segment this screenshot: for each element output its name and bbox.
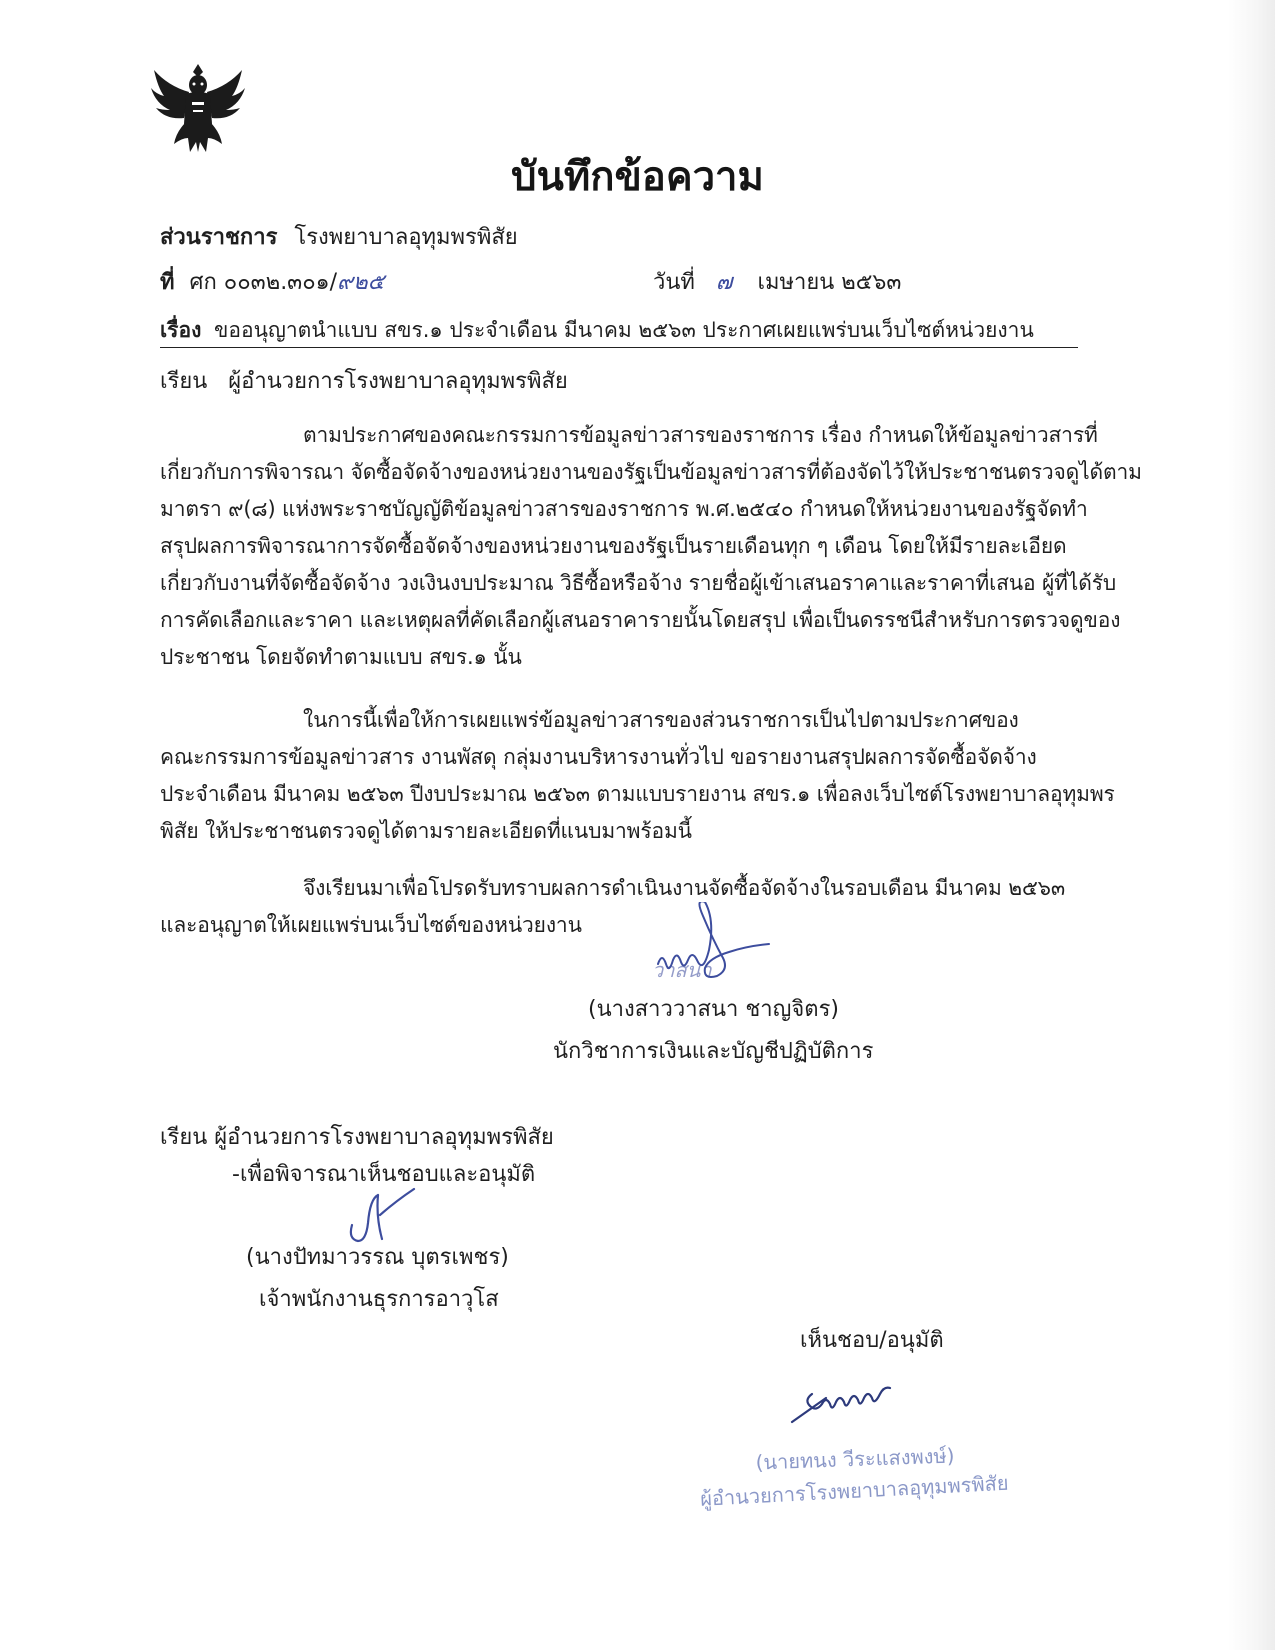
endorsement-note: -เพื่อพิจารณาเห็นชอบและอนุมัติ (232, 1162, 536, 1187)
salutation-label: เรียน (160, 369, 208, 394)
paragraph-line: ในการนี้เพื่อให้การเผยแพร่ข้อมูลข่าวสารของส่วนราชการเป็นไปตามประกาศของ (303, 708, 1019, 732)
reference-handwritten-number: ๙๒๕ (337, 270, 385, 295)
subject-row (160, 316, 1034, 344)
body-paragraph-1 (160, 421, 1142, 671)
signature-1-text: วาสนา (652, 958, 712, 982)
subject-label: เรื่อง (160, 318, 202, 342)
paragraph-line: สรุปผลการพิจารณาการจัดซื้อจัดจ้างของหน่วยงานของรัฐเป็นรายเดือนทุก ๆ เดือน โดยให้มีรายละเอียด (160, 534, 1067, 558)
endorsement-salutation: เรียน ผู้อำนวยการโรงพยาบาลอุทุมพรพิสัย (160, 1125, 554, 1150)
scan-edge-shadow (1228, 0, 1275, 1650)
paragraph-line: ประจำเดือน มีนาคม ๒๕๖๓ ปีงบประมาณ ๒๕๖๓ ตามแบบรายงาน สขร.๑ เพื่อลงเว็บไซต์โรงพยาบาลอุทุมพร (160, 782, 1115, 806)
signature-1 (648, 902, 773, 1002)
garuda-emblem-icon (148, 58, 248, 158)
paragraph-line: และอนุญาตให้เผยแพร่บนเว็บไซต์ของหน่วยงาน (160, 913, 582, 937)
salutation-row (160, 368, 568, 396)
salutation-value: ผู้อำนวยการโรงพยาบาลอุทุมพรพิสัย (228, 369, 568, 394)
paragraph-line: ประชาชน โดยจัดทำตามแบบ สขร.๑ นั้น (160, 645, 522, 669)
signature-3 (786, 1376, 926, 1428)
reference-label: ที่ (160, 270, 175, 295)
subject-divider (160, 347, 1078, 348)
paragraph-line: พิสัย ให้ประชาชนตรวจดูได้ตามรายละเอียดที่แนบมาพร้อมนี้ (160, 819, 692, 843)
agency-value: โรงพยาบาลอุทุมพรพิสัย (294, 225, 518, 250)
date-day: ๗ (715, 270, 733, 295)
signer-1-position: นักวิชาการเงินและบัญชีปฏิบัติการ (553, 1039, 874, 1064)
agency-label: ส่วนราชการ (160, 225, 278, 250)
paragraph-line: การคัดเลือกและราคา และเหตุผลที่คัดเลือกผู้เสนอราคารายนั้นโดยสรุป เพื่อเป็นดรรชนีสำหรับการตรวจดูของ (160, 608, 1121, 632)
subject-value: ขออนุญาตนำแบบ สขร.๑ ประจำเดือน มีนาคม ๒๕๖๓ ประกาศเผยแพร่บนเว็บไซต์หน่วยงาน (214, 318, 1034, 342)
paragraph-line: ตามประกาศของคณะกรรมการข้อมูลข่าวสารของราชการ เรื่อง กำหนดให้ข้อมูลข่าวสารที่ (303, 423, 1098, 447)
memo-title: บันทึกข้อความ (511, 154, 764, 200)
approval-label: เห็นชอบ/อนุมัติ (800, 1328, 944, 1353)
signer-1-name: (นางสาววาสนา ชาญจิตร) (588, 997, 839, 1022)
paragraph-line: มาตรา ๙(๘) แห่งพระราชบัญญัติข้อมูลข่าวสารของราชการ พ.ศ.๒๕๔๐ กำหนดให้หน่วยงานของรัฐจัดทำ (160, 497, 1088, 521)
paragraph-line: จึงเรียนมาเพื่อโปรดรับทราบผลการดำเนินงานจัดซื้อจัดจ้างในรอบเดือน มีนาคม ๒๕๖๓ (303, 876, 1066, 900)
paragraph-line: คณะกรรมการข้อมูลข่าวสาร งานพัสดุ กลุ่มงานบริหารงานทั่วไป ขอรายงานสรุปผลการจัดซื้อจัดจ้าง (160, 745, 1037, 769)
signature-2 (340, 1185, 430, 1245)
paragraph-line: เกี่ยวกับงานที่จัดซื้อจัดจ้าง วงเงินงบประมาณ วิธีซื้อหรือจ้าง รายชื่อผู้เข้าเสนอราคาและราคาที่เสนอ ผู้ที่ได้รับ (160, 571, 1117, 595)
body-paragraph-3 (160, 874, 1070, 939)
date-label: วันที่ (653, 270, 695, 295)
body-paragraph-2 (160, 706, 1115, 845)
date-month-year: เมษายน ๒๕๖๓ (757, 270, 902, 295)
endorsement-position: เจ้าพนักงานธุรการอาวุโส (259, 1287, 499, 1312)
endorsement-name: (นางปัทมาวรรณ บุตรเพชร) (246, 1245, 509, 1270)
reference-row (160, 269, 384, 297)
agency-row (160, 224, 518, 252)
paragraph-line: เกี่ยวกับการพิจารณา จัดซื้อจัดจ้างของหน่วยงานของรัฐเป็นข้อมูลข่าวสารที่ต้องจัดไว้ให้ประชาชนตรวจดูได้ตาม (160, 460, 1142, 484)
date-row (653, 269, 901, 297)
reference-value: ศก ๐๐๓๒.๓๐๑/ (189, 270, 338, 295)
approval-stamp-position: ผู้อำนวยการโรงพยาบาลอุทุมพรพิสัย (699, 1470, 1010, 1511)
signature-1-mark (648, 902, 773, 1002)
approval-stamp-name: (นายทนง วีระแสงพงษ์) (755, 1443, 955, 1475)
